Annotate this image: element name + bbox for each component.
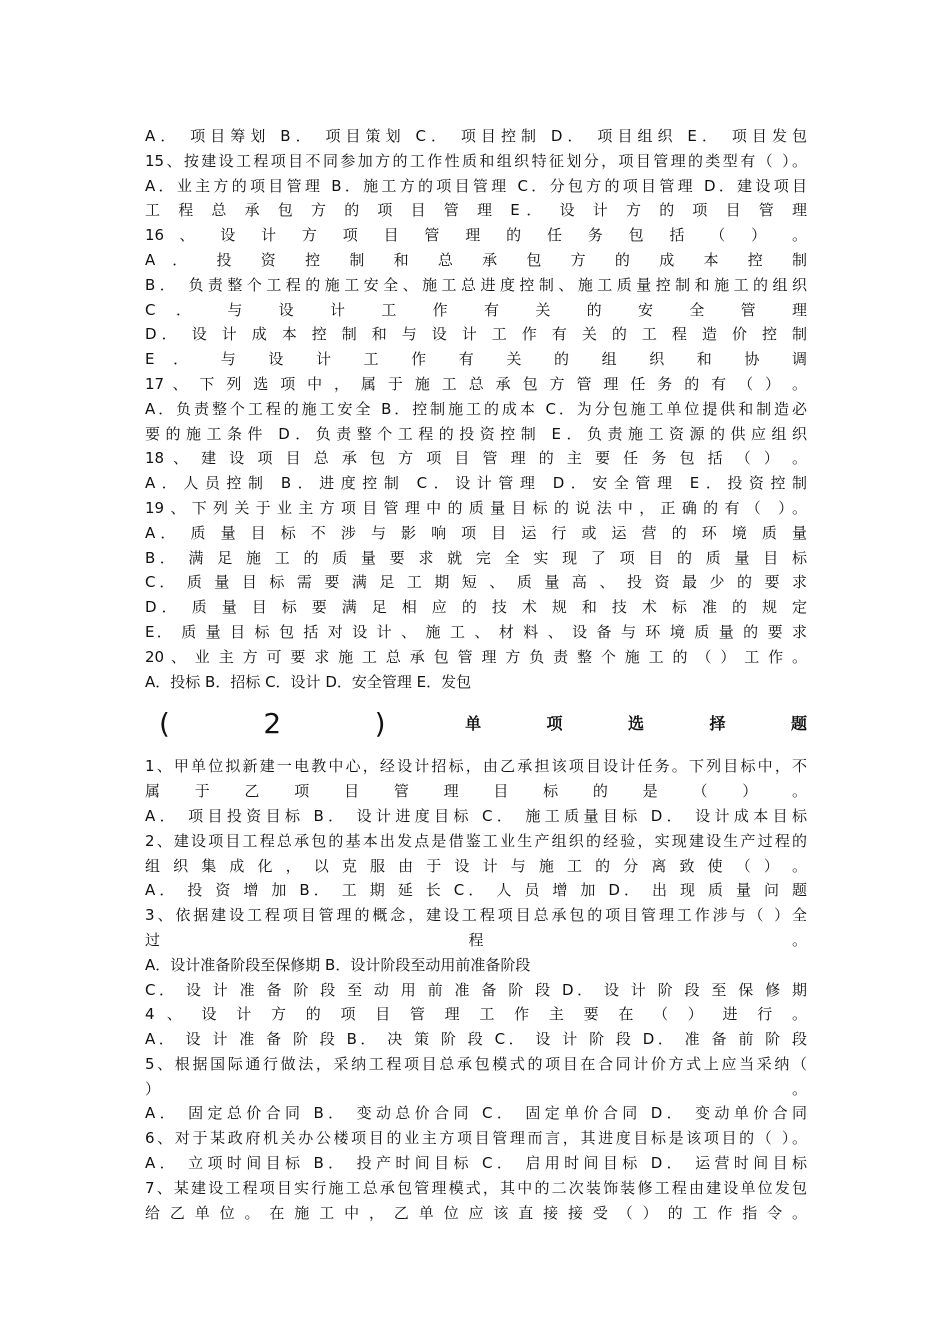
- text-line: A．投标 B．招标 C．设计 D．安全管理 E．发包: [145, 672, 472, 691]
- text-line: A．业主方的项目管理 B．施工方的项目管理 C．分包方的项目管理 D．建设项目: [145, 176, 807, 195]
- heading-close-paren: ): [374, 707, 386, 741]
- text-line: 20 、 业 主 方 可 要 求 施 工 总 承 包 管 理 方 负 责 整 个 施 工 的 （ ） 工 作 。: [145, 647, 807, 666]
- text-line: 要的施工条件 D．负责整个工程的投资控制 E．负责施工资源的供应组织: [145, 424, 807, 443]
- text-line: 18 、 建 设 项 目 总 承 包 方 项 目 管 理 的 主 要 任 务 包 括 （ ） 。: [145, 449, 807, 468]
- text-line: A． 质 量 目 标 不 涉 与 影 响 项 目 运 行 或 运 营 的 环 境 质 量: [145, 523, 807, 542]
- text-line: E ． 与 设 计 工 作 有 关 的 组 织 和 协 调: [145, 350, 807, 369]
- text-line: A．设计准备阶段至保修期 B．设计阶段至动用前准备阶段: [145, 955, 531, 974]
- heading-open-paren: (: [159, 707, 170, 741]
- text-line: 6、对于某政府机关办公楼项目的业主方项目管理而言，其进度目标是该项目的（ ）。: [145, 1129, 807, 1148]
- text-line: C． 设 计 准 备 阶 段 至 动 用 前 准 备 阶 段 D． 设 计 阶 段 至 保 修 期: [145, 980, 807, 999]
- text-line: E． 质 量 目 标 包 括 对 设 计 、 施 工 、 材 料 、 设 备 与 环 境 质 量 的 要 求: [145, 622, 807, 641]
- text-line: D． 质 量 目 标 要 满 足 相 应 的 技 术 规 和 技 术 标 准 的 规 定: [145, 598, 807, 617]
- text-line: 属 于 乙 项 目 管 理 目 标 的 是 （ ） 。: [145, 782, 807, 801]
- text-line: A．负责整个工程的施工安全 B．控制施工的成本 C．为分包施工单位提供和制造必: [145, 399, 807, 418]
- text-line: A． 投 资 增 加 B． 工 期 延 长 C． 人 员 增 加 D． 出 现 质 量 问 题: [145, 881, 807, 900]
- question-block-multiple-choice: [145, 124, 807, 694]
- heading-number: 2: [263, 707, 282, 741]
- text-line: A． 固定总价合同 B． 变动总价合同 C． 固定单价合同 D． 变动单价合同: [145, 1104, 807, 1123]
- text-line: 7、某建设工程项目实行施工总承包管理模式，其中的二次装饰装修工程由建设单位发包: [145, 1178, 807, 1197]
- text-line: A． 项目筹划 B． 项目策划 C． 项目控制 D． 项目组织 E． 项目发包: [145, 127, 807, 145]
- text-line: A． 立项时间目标 B． 投产时间目标 C． 启用时间目标 D． 运营时间目标: [145, 1154, 807, 1173]
- document-page: [145, 124, 807, 1225]
- text-line: 过 程 。: [145, 930, 807, 949]
- text-line: 4 、 设 计 方 的 项 目 管 理 工 作 主 要 在 （ ） 进 行 。: [145, 1005, 807, 1024]
- text-line: 5、根据国际通行做法，采纳工程项目总承包模式的项目在合同计价方式上应当采纳（: [145, 1054, 807, 1073]
- text-line: C ． 与 设 计 工 作 有 关 的 安 全 管 理: [145, 300, 807, 319]
- text-line: 3、依据建设工程项目管理的概念，建设工程项目总承包的项目管理工作涉与（ ）全: [145, 906, 807, 925]
- text-line: 16 、 设 计 方 项 目 管 理 的 任 务 包 括 （ ） 。: [145, 226, 807, 245]
- text-line: B． 负责整个工程的施工安全、施工总进度控制、施工质量控制和施工的组织: [145, 275, 807, 294]
- text-line: 17 、 下 列 选 项 中 ， 属 于 施 工 总 承 包 方 管 理 任 务 的 有 （ ） 。: [145, 374, 807, 393]
- text-line: 15、按建设工程项目不同参加方的工作性质和组织特征划分，项目管理的类型有（ ）。: [145, 151, 807, 170]
- text-line: 19、下列关于业主方项目管理中的质量目标的说法中，正确的有（ ）。: [145, 498, 807, 517]
- question-block-single-choice: [145, 754, 807, 1225]
- text-line: B． 满 足 施 工 的 质 量 要 求 就 完 全 实 现 了 项 目 的 质 量 目 标: [145, 548, 807, 567]
- heading-char: 单: [465, 714, 482, 734]
- text-line: A ． 投 资 控 制 和 总 承 包 方 的 成 本 控 制: [145, 250, 807, 269]
- heading-char: 择: [709, 714, 726, 734]
- heading-char: 选: [628, 714, 645, 734]
- text-line: 组 织 集 成 化 ， 以 克 服 由 于 设 计 与 施 工 的 分 离 致 使 （ ） 。: [145, 856, 807, 875]
- text-line: A． 项目投资目标 B． 设计进度目标 C． 施工质量目标 D． 设计成本目标: [145, 806, 807, 825]
- text-line: A．人员控制 B．进度控制 C．设计管理 D．安全管理 E．投资控制: [145, 474, 807, 493]
- text-line: 工 程 总 承 包 方 的 项 目 管 理 E． 设 计 方 的 项 目 管 理: [145, 201, 807, 220]
- section-heading: [145, 694, 807, 754]
- heading-char: 项: [546, 714, 563, 734]
- text-line: A． 设 计 准 备 阶 段 B． 决 策 阶 段 C． 设 计 阶 段 D． 准 备 前 阶 段: [145, 1030, 807, 1049]
- text-line: 1、甲单位拟新建一电教中心，经设计招标，由乙承担该项目设计任务。下列目标中，不: [145, 757, 807, 776]
- text-line: D． 设 计 成 本 控 制 和 与 设 计 工 作 有 关 的 工 程 造 价 控 制: [145, 325, 807, 344]
- text-line: 给 乙 单 位 。 在 施 工 中 ， 乙 单 位 应 该 直 接 接 受 （ ） 的 工 作 指 令 。: [145, 1203, 807, 1222]
- text-line: 2、建设项目工程总承包的基本出发点是借鉴工业生产组织的经验，实现建设生产过程的: [145, 831, 807, 850]
- heading-char: 题: [790, 714, 807, 734]
- text-line: C． 质 量 目 标 需 要 满 足 工 期 短 、 质 量 高 、 投 资 最 少 的 要 求: [145, 573, 807, 592]
- text-line: ） 。: [145, 1079, 807, 1098]
